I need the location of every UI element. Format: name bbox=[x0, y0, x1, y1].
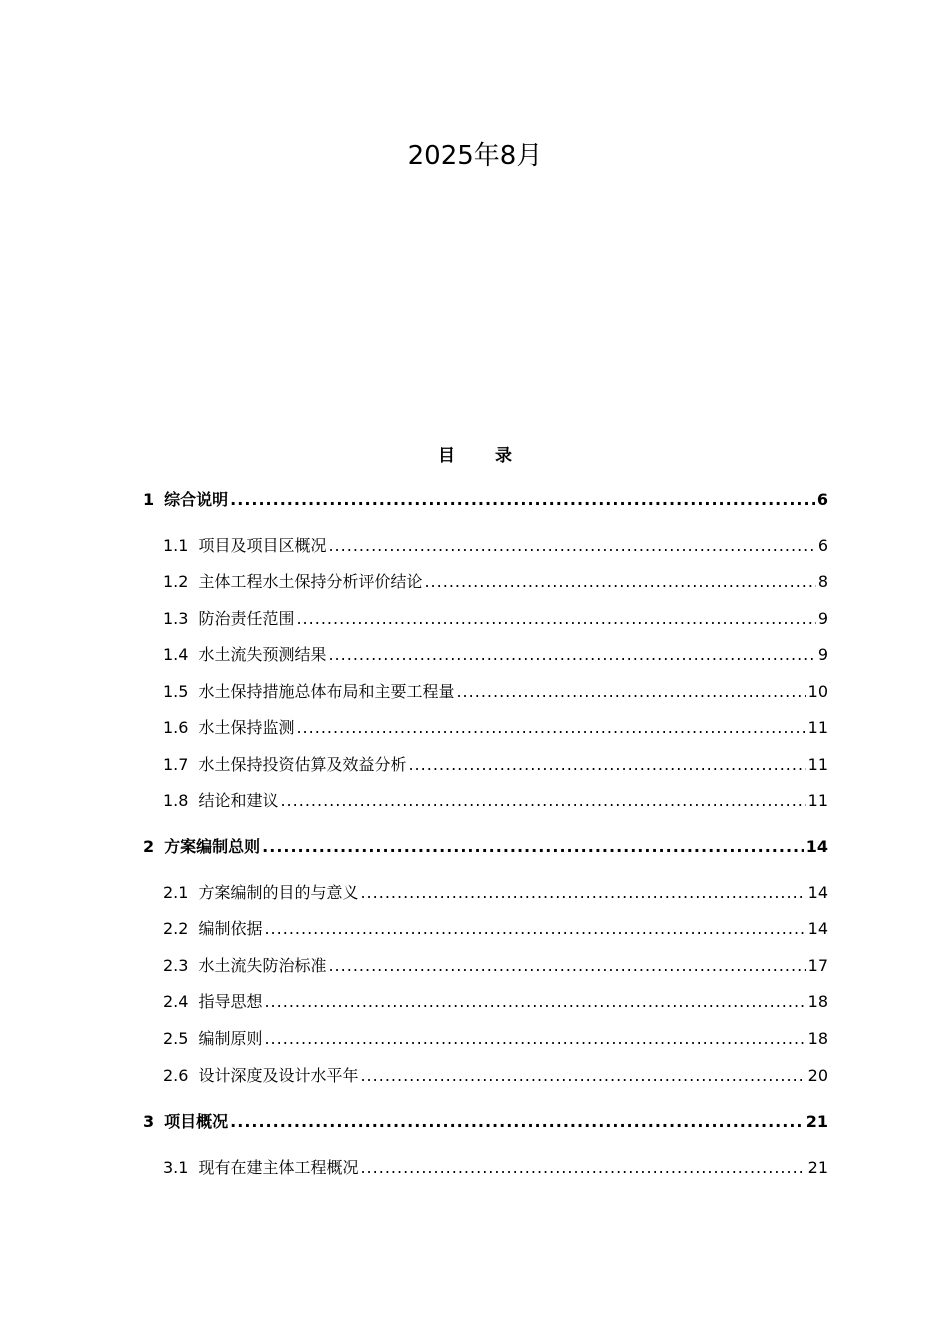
toc-entry[interactable] bbox=[163, 715, 828, 741]
toc-leader-dots bbox=[280, 788, 805, 814]
toc-entry[interactable] bbox=[163, 916, 828, 942]
toc-entry-page: 6 bbox=[816, 490, 828, 509]
toc-entry-page: 17 bbox=[807, 956, 828, 975]
toc-leader-dots bbox=[328, 642, 815, 668]
toc-leader-dots bbox=[296, 715, 805, 741]
toc-entry-page: 11 bbox=[807, 791, 828, 810]
toc-leader-dots bbox=[360, 1063, 805, 1089]
toc-entry-title: 水土保持监测 bbox=[198, 718, 295, 737]
toc-entry[interactable] bbox=[143, 1109, 828, 1135]
toc-entry[interactable] bbox=[163, 533, 828, 559]
toc-entry-number: 2.3 bbox=[163, 956, 189, 975]
toc-leader-dots bbox=[296, 606, 815, 632]
toc-entry-title: 编制依据 bbox=[198, 919, 263, 938]
toc-leader-dots bbox=[230, 487, 815, 513]
toc-entry-page: 14 bbox=[805, 837, 828, 856]
toc-entry[interactable] bbox=[163, 1155, 828, 1181]
toc-entry-number: 1.2 bbox=[163, 572, 189, 591]
toc-entry-page: 20 bbox=[807, 1066, 828, 1085]
toc-entry-title: 结论和建议 bbox=[198, 791, 279, 810]
toc-entry-number: 1.8 bbox=[163, 791, 189, 810]
toc-entry[interactable] bbox=[163, 1026, 828, 1052]
toc-leader-dots bbox=[360, 880, 805, 906]
toc-entry-title: 主体工程水土保持分析评价结论 bbox=[198, 572, 423, 591]
toc-entry-number: 1.1 bbox=[163, 536, 189, 555]
toc-entry-number: 1.4 bbox=[163, 645, 189, 664]
toc-entry-page: 14 bbox=[807, 883, 828, 902]
toc-leader-dots bbox=[264, 1026, 805, 1052]
toc-entry-title: 项目及项目区概况 bbox=[198, 536, 327, 555]
toc-entry[interactable] bbox=[163, 1063, 828, 1089]
toc-entry[interactable] bbox=[163, 569, 828, 595]
toc-leader-dots bbox=[262, 834, 804, 860]
toc-leader-dots bbox=[264, 916, 805, 942]
toc-entry[interactable] bbox=[143, 834, 828, 860]
toc-entry-number: 2.4 bbox=[163, 992, 189, 1011]
toc-entry[interactable] bbox=[163, 788, 828, 814]
toc-leader-dots bbox=[264, 989, 805, 1015]
toc-entry-number: 2.2 bbox=[163, 919, 189, 938]
toc-entry-number: 1.7 bbox=[163, 755, 189, 774]
toc-entry[interactable] bbox=[163, 606, 828, 632]
toc-entry-title: 方案编制的目的与意义 bbox=[198, 883, 359, 902]
toc-entry-page: 9 bbox=[817, 609, 828, 628]
toc-title-left: 目 bbox=[438, 446, 455, 466]
toc-entry-title: 现有在建主体工程概况 bbox=[198, 1158, 359, 1177]
toc-entry-page: 11 bbox=[807, 718, 828, 737]
toc-entry-number: 1.5 bbox=[163, 682, 189, 701]
toc-entry-number: 3.1 bbox=[163, 1158, 189, 1177]
toc-entry-title: 方案编制总则 bbox=[164, 837, 261, 856]
toc-title-right: 录 bbox=[495, 446, 512, 466]
toc-leader-dots bbox=[328, 953, 805, 979]
toc-entry-page: 6 bbox=[817, 536, 828, 555]
toc-entry-title: 水土保持措施总体布局和主要工程量 bbox=[198, 682, 455, 701]
toc-entry-title: 项目概况 bbox=[164, 1112, 229, 1131]
toc-entry-page: 18 bbox=[807, 992, 828, 1011]
toc-entry[interactable] bbox=[163, 989, 828, 1015]
toc-entry-number: 1 bbox=[143, 490, 155, 509]
toc-leader-dots bbox=[408, 752, 805, 778]
toc-entry[interactable] bbox=[163, 752, 828, 778]
toc-leader-dots bbox=[424, 569, 815, 595]
toc-entry[interactable] bbox=[163, 642, 828, 668]
toc-entry[interactable] bbox=[163, 679, 828, 705]
toc-entry-number: 2.1 bbox=[163, 883, 189, 902]
toc-entry-number: 1.3 bbox=[163, 609, 189, 628]
toc-entry-title: 水土保持投资估算及效益分析 bbox=[198, 755, 407, 774]
toc-entry-title: 水土流失预测结果 bbox=[198, 645, 327, 664]
toc-leader-dots bbox=[360, 1155, 805, 1181]
toc-entry-number: 3 bbox=[143, 1112, 155, 1131]
toc-entry-number: 2.6 bbox=[163, 1066, 189, 1085]
toc-entry-page: 21 bbox=[805, 1112, 828, 1131]
toc-entry-page: 9 bbox=[817, 645, 828, 664]
toc-entry-title: 设计深度及设计水平年 bbox=[198, 1066, 359, 1085]
toc-title bbox=[0, 443, 950, 469]
toc-entry-title: 防治责任范围 bbox=[198, 609, 295, 628]
document-date: 2025年8月 bbox=[407, 141, 543, 171]
toc-leader-dots bbox=[328, 533, 815, 559]
toc-entry-number: 2.5 bbox=[163, 1029, 189, 1048]
toc-entry-page: 14 bbox=[807, 919, 828, 938]
toc-leader-dots bbox=[456, 679, 805, 705]
toc-entry-page: 21 bbox=[807, 1158, 828, 1177]
toc-entry-title: 编制原则 bbox=[198, 1029, 263, 1048]
toc-entry-page: 8 bbox=[817, 572, 828, 591]
toc-leader-dots bbox=[230, 1109, 804, 1135]
toc-entry[interactable] bbox=[143, 487, 828, 513]
toc-entry-title: 综合说明 bbox=[164, 490, 229, 509]
toc-entry-title: 水土流失防治标准 bbox=[198, 956, 327, 975]
toc-entry-number: 1.6 bbox=[163, 718, 189, 737]
toc-entry-page: 11 bbox=[807, 755, 828, 774]
toc-entry-number: 2 bbox=[143, 837, 155, 856]
toc-entry-page: 10 bbox=[807, 682, 828, 701]
toc-entry-page: 18 bbox=[807, 1029, 828, 1048]
toc-entry[interactable] bbox=[163, 953, 828, 979]
toc-entry-title: 指导思想 bbox=[198, 992, 263, 1011]
toc-entry[interactable] bbox=[163, 880, 828, 906]
